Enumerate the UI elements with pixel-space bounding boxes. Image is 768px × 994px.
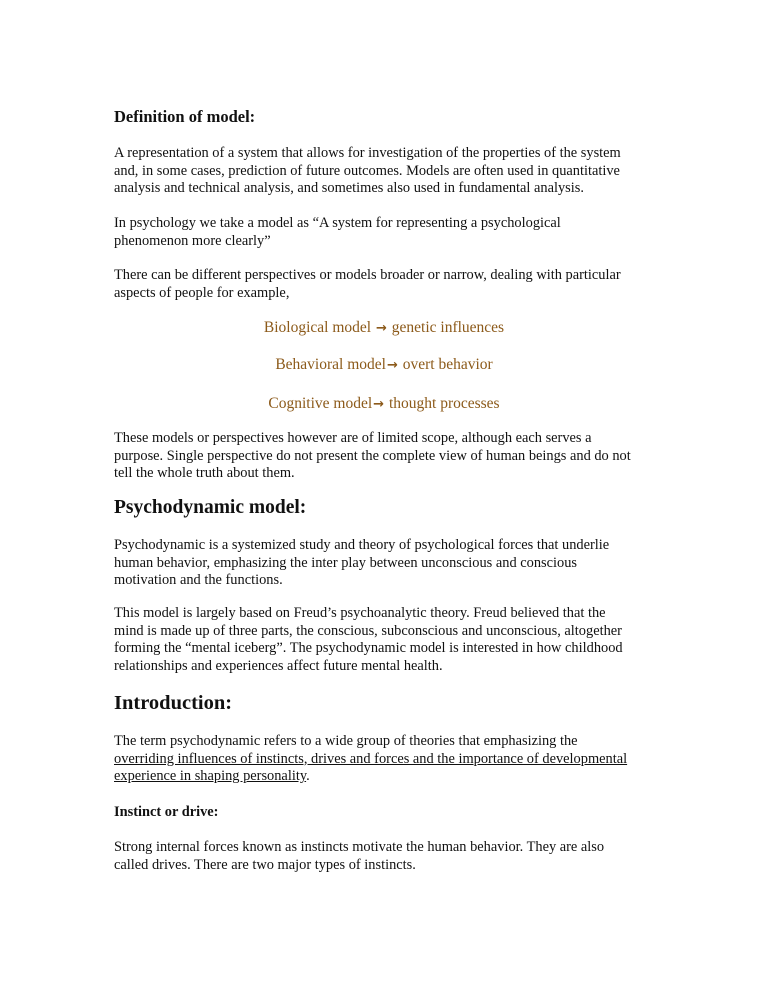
text-line: tell the whole truth about them. (114, 465, 295, 481)
underlined-text: experience in shaping personality (114, 768, 307, 784)
model-name: Behavioral model (275, 356, 386, 373)
text-line: mind is made up of three parts, the conscious, subconscious and unconscious, altogether (114, 622, 622, 639)
text-line: These models or perspectives however are of limited scope, although each serves a (114, 430, 592, 446)
right-arrow-icon: → (373, 397, 385, 412)
introduction-heading: Introduction: (114, 692, 233, 714)
definition-paragraph-4 (114, 430, 662, 483)
text-line: A representation of a system that allows for investigation of the properties of the system (114, 145, 621, 161)
instinct-subheading: Instinct or drive: (114, 804, 219, 820)
definition-paragraph-1 (114, 145, 662, 198)
text-line: Strong internal forces known as instincts motivate the human behavior. They are also (114, 839, 605, 855)
sentence-end: . (306, 768, 310, 784)
text-line: relationships and experiences affect future mental health. (114, 657, 443, 674)
model-item-biological (114, 318, 654, 339)
text-line: motivation and the functions. (114, 572, 283, 588)
model-item-cognitive (114, 394, 654, 415)
definition-heading: Definition of model: (114, 107, 256, 126)
text-line: phenomenon more clearly” (114, 232, 271, 249)
text-line: called drives. There are two major types of instincts. (114, 856, 416, 873)
text-line: In psychology we take a model as “A system for representing a psychological (114, 215, 561, 231)
text-line: forming the “mental iceberg”. The psychodynamic model is interested in how childhood (114, 640, 623, 656)
psychodynamic-paragraph-2 (114, 605, 662, 675)
model-description: thought processes (385, 395, 500, 412)
definition-paragraph-3 (114, 267, 662, 302)
text-line: and, in some cases, prediction of future outcomes. Models are often used in quantitative (114, 162, 620, 179)
model-description: genetic influences (387, 319, 505, 336)
text-line: purpose. Single perspective do not present the complete view of human beings and do not (114, 447, 631, 464)
text-line: There can be different perspectives or models broader or narrow, dealing with particular (114, 267, 621, 283)
psychodynamic-heading: Psychodynamic model: (114, 497, 307, 518)
right-arrow-icon: → (375, 321, 387, 336)
instinct-paragraph (114, 839, 662, 874)
model-name: Biological model (263, 319, 375, 336)
text-line: This model is largely based on Freud’s psychoanalytic theory. Freud believed that the (114, 605, 606, 621)
model-item-behavioral (114, 355, 654, 376)
text-line: human behavior, emphasizing the inter play between unconscious and conscious (114, 554, 577, 571)
psychodynamic-paragraph-1 (114, 537, 662, 590)
right-arrow-icon: → (386, 358, 398, 373)
definition-paragraph-2 (114, 215, 662, 250)
text-line (114, 768, 662, 786)
text-line: The term psychodynamic refers to a wide group of theories that emphasizing the (114, 733, 578, 749)
text-line: aspects of people for example, (114, 284, 290, 301)
model-description: overt behavior (398, 356, 493, 373)
introduction-paragraph-1 (114, 733, 662, 786)
model-name: Cognitive model (268, 395, 373, 412)
text-line: Psychodynamic is a systemized study and theory of psychological forces that underlie (114, 537, 610, 553)
underlined-text-line: overriding influences of instincts, drives and forces and the importance of developmental (114, 750, 628, 767)
text-line: analysis and technical analysis, and sometimes also used in fundamental analysis. (114, 180, 584, 196)
